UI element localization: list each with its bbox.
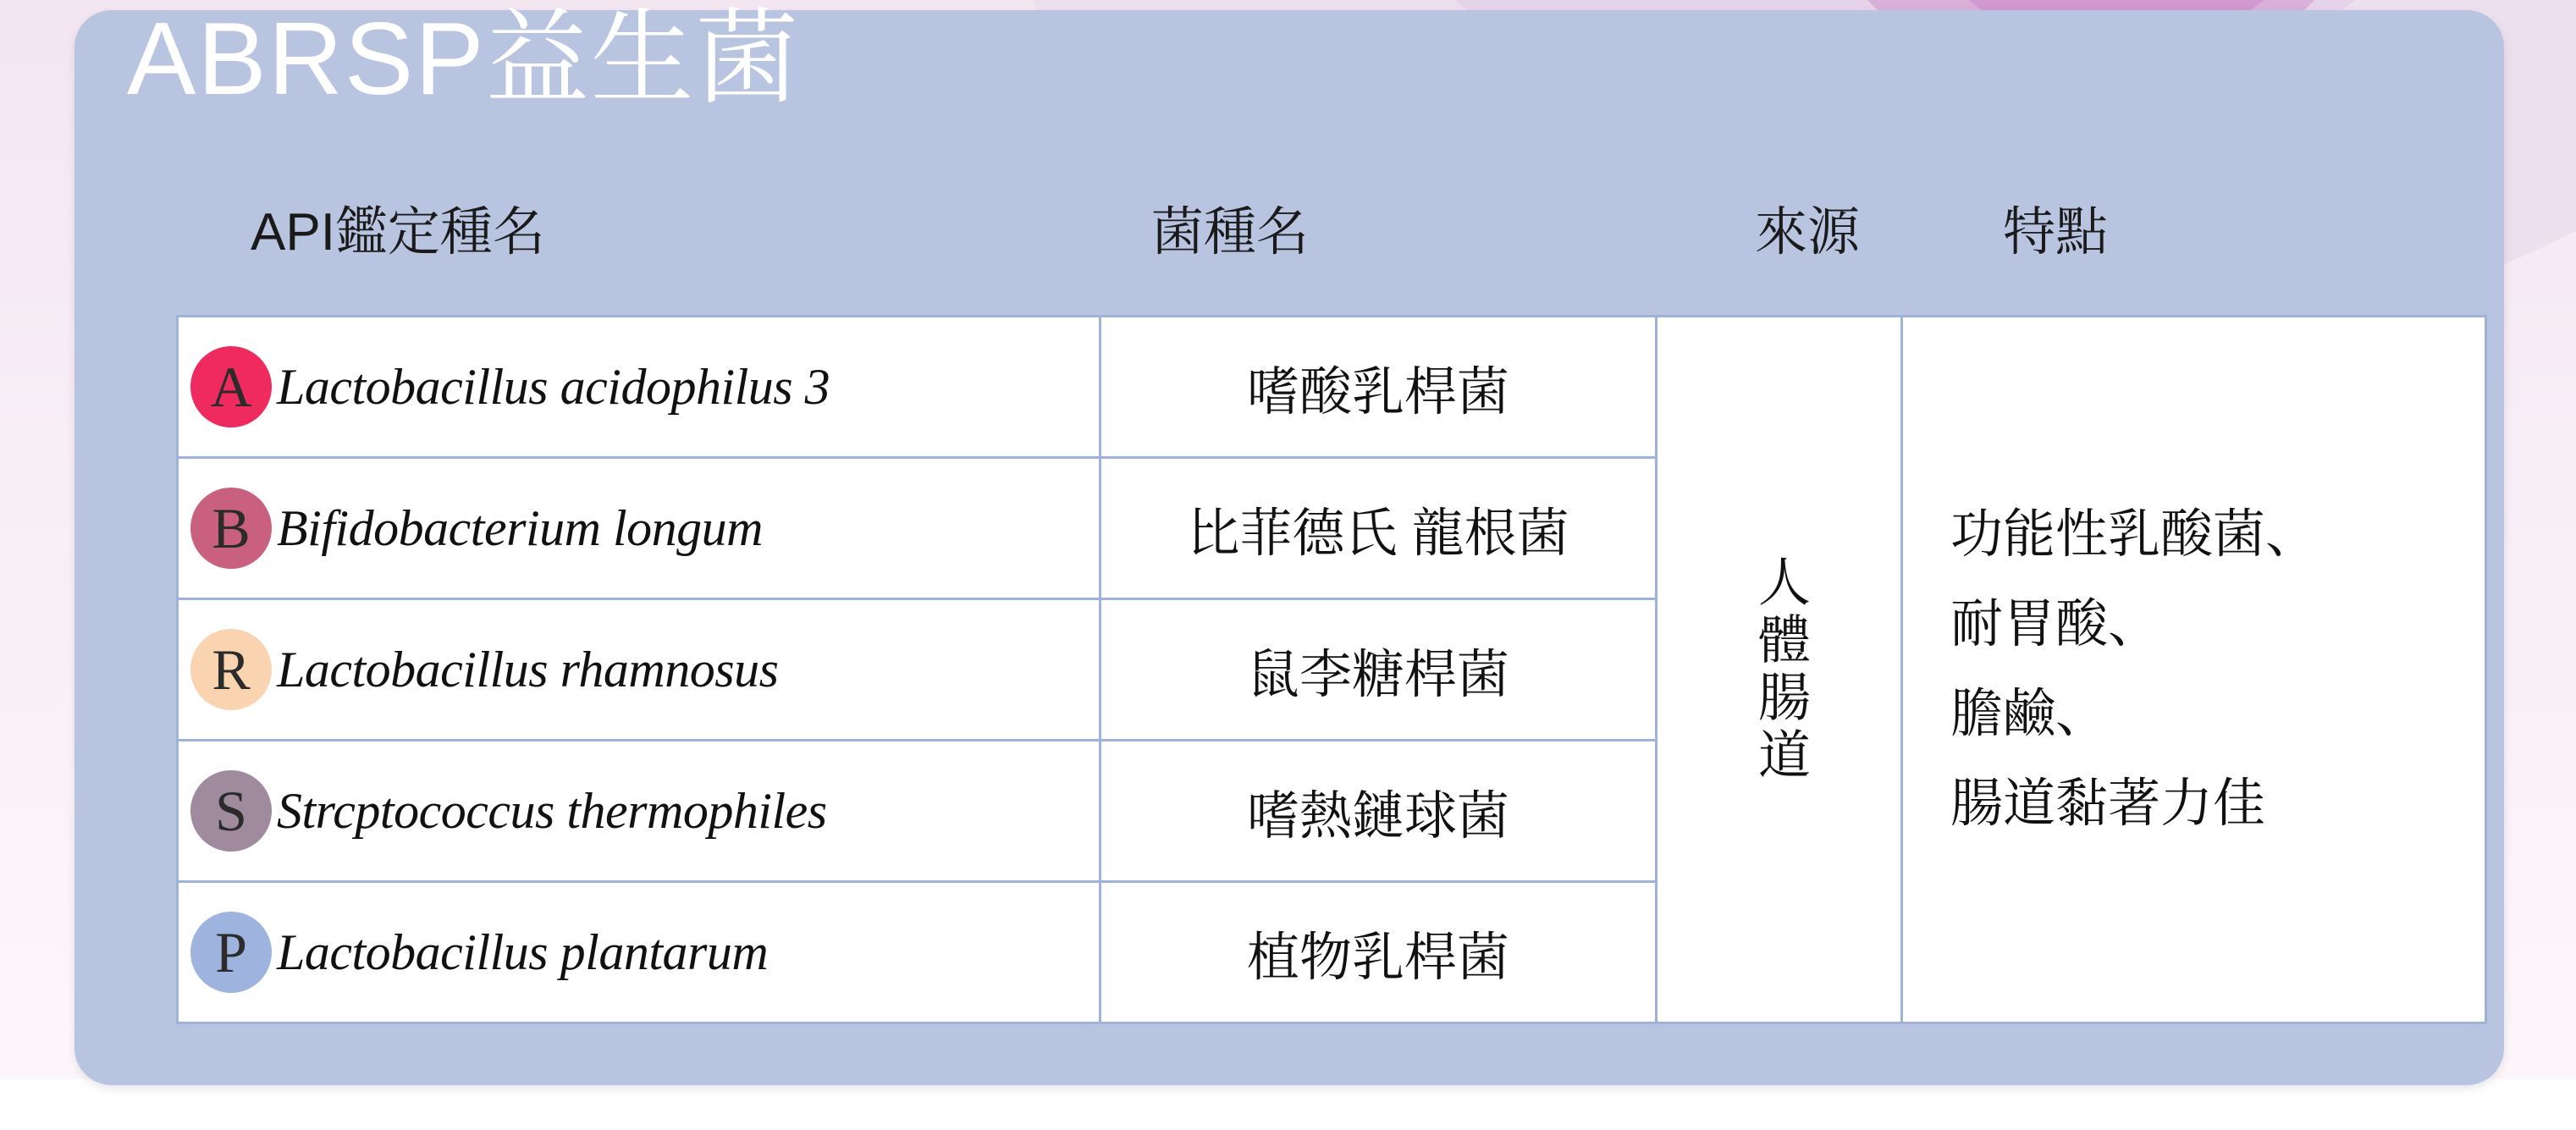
feature-column bbox=[1903, 315, 2487, 1024]
strain-column bbox=[176, 315, 1658, 1024]
table-cell-api bbox=[179, 459, 1101, 598]
strain-latin-name: Lactobacillus acidophilus 3 bbox=[277, 358, 830, 415]
table-row bbox=[179, 317, 1655, 459]
feature-line: 功能性乳酸菌、 bbox=[1950, 505, 2319, 564]
strain-badge-s: S bbox=[190, 770, 272, 852]
strain-badge-b: B bbox=[190, 488, 272, 569]
page-title: ABRSP益生菌 bbox=[127, 1, 801, 116]
column-header-feature: 特點 bbox=[2003, 203, 2109, 262]
feature-line: 腸道黏著力佳 bbox=[1950, 774, 2266, 833]
strain-chinese-name: 嗜酸乳桿菌 bbox=[1246, 362, 1509, 422]
column-header-source: 來源 bbox=[1755, 203, 1861, 262]
source-value: 人體腸道 bbox=[1750, 554, 1809, 785]
feature-line: 膽鹼、 bbox=[1950, 685, 2109, 743]
strain-chinese-name: 植物乳桿菌 bbox=[1246, 928, 1509, 987]
column-header-api: API鑑定種名 bbox=[251, 203, 545, 262]
strain-badge-p: P bbox=[190, 912, 272, 993]
table-cell-api bbox=[179, 317, 1101, 456]
strain-latin-name: Bifidobacterium longum bbox=[277, 499, 763, 556]
background-bottom-sheet bbox=[0, 1079, 2576, 1130]
strain-latin-name: Strcptococcus thermophiles bbox=[277, 782, 827, 839]
strain-latin-name: Lactobacillus rhamnosus bbox=[277, 641, 779, 697]
table-row bbox=[179, 600, 1655, 741]
strain-badge-r: R bbox=[190, 629, 272, 710]
probiotics-table bbox=[176, 315, 2487, 1024]
column-header-strain-cn: 菌種名 bbox=[1151, 203, 1310, 262]
table-cell-api bbox=[179, 741, 1101, 880]
table-row bbox=[179, 883, 1655, 1022]
table-cell-api bbox=[179, 883, 1101, 1022]
strain-badge-a: A bbox=[190, 346, 272, 427]
strain-latin-name: Lactobacillus plantarum bbox=[277, 923, 769, 980]
source-column bbox=[1658, 315, 1903, 1024]
table-row bbox=[179, 459, 1655, 600]
probiotics-card bbox=[74, 1, 2504, 1085]
table-row bbox=[179, 741, 1655, 883]
feature-line: 耐胃酸、 bbox=[1950, 595, 2161, 653]
strain-chinese-name: 嗜熱鏈球菌 bbox=[1246, 786, 1509, 846]
table-cell-api bbox=[179, 600, 1101, 739]
column-headers bbox=[74, 190, 2504, 283]
strain-chinese-name: 鼠李糖桿菌 bbox=[1246, 645, 1509, 704]
strain-chinese-name: 比菲德氏 龍根菌 bbox=[1187, 504, 1569, 563]
